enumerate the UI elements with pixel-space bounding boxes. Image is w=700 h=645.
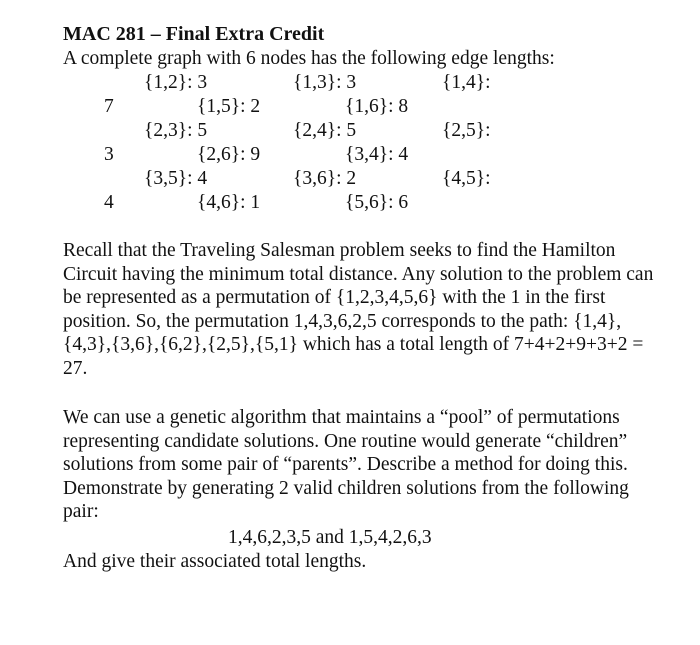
edge-1-6: {1,6}: 8	[345, 96, 409, 117]
edge-1-3: {1,3}: 3	[293, 72, 357, 93]
edge-4-6: {4,6}: 1	[197, 192, 261, 213]
closing-instruction: And give their associated total lengths.	[63, 551, 367, 572]
edge-2-5: {2,5}:	[442, 120, 491, 141]
intro-text: A complete graph with 6 nodes has the following edge lengths:	[63, 48, 555, 69]
edge-1-4-value: 7	[104, 96, 114, 117]
edge-2-5-value: 3	[104, 144, 114, 165]
edge-3-5: {3,5}: 4	[144, 168, 208, 189]
edge-2-3: {2,3}: 5	[144, 120, 208, 141]
edge-4-5-value: 4	[104, 192, 114, 213]
document-title: MAC 281 – Final Extra Credit	[63, 23, 325, 45]
parent-permutations: 1,4,6,2,3,5 and 1,5,4,2,6,3	[228, 527, 432, 548]
genetic-algorithm-paragraph: We can use a genetic algorithm that maintains a “pool” of permutations representing candidate solutions. One routine would generate “children” solutions from some pair of “parents”. Describe a method for doing this. Demonstrate by generating 2 valid children solutions from the following pair:	[63, 407, 629, 522]
edge-1-4: {1,4}:	[442, 72, 491, 93]
edge-2-6: {2,6}: 9	[197, 144, 261, 165]
edge-4-5: {4,5}:	[442, 168, 491, 189]
edge-3-6: {3,6}: 2	[293, 168, 357, 189]
edge-2-4: {2,4}: 5	[293, 120, 357, 141]
edge-1-5: {1,5}: 2	[197, 96, 261, 117]
edge-1-2: {1,2}: 3	[144, 72, 208, 93]
tsp-explanation-paragraph: Recall that the Traveling Salesman problem seeks to find the Hamilton Circuit having the minimum total distance. Any solution to the problem can be represented as a permutation of {1,2,3,4,5,6} with the 1 in the first position. So, the permutation 1,4,3,6,2,5 corresponds to the path: {1,4},{4,3},{3,6},{6,2},{2,5},{5,1} which has a total length of 7+4+2+9+3+2 = 27.	[63, 240, 654, 379]
edge-5-6: {5,6}: 6	[345, 192, 409, 213]
edge-3-4: {3,4}: 4	[345, 144, 409, 165]
